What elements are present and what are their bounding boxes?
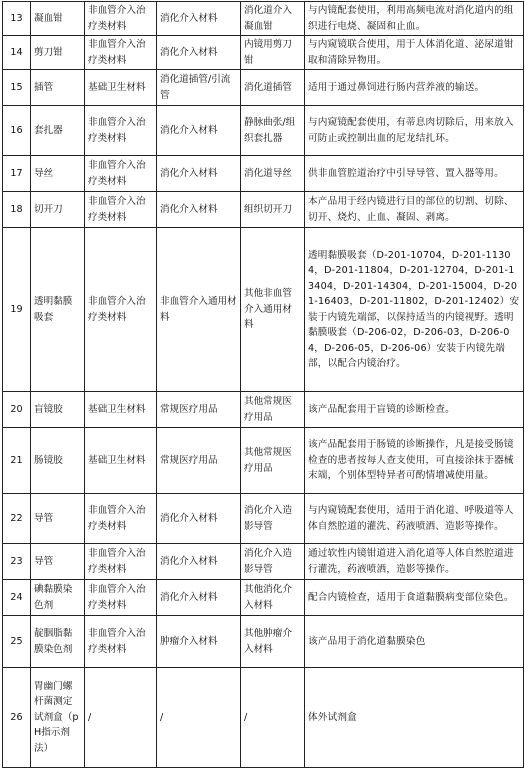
primary-category: 非血管介入治疗类材料 — [85, 580, 157, 616]
product-name: 插管 — [31, 70, 85, 106]
row-number: 21 — [3, 428, 31, 494]
product-type: 静脉曲张/组织套扎器 — [241, 106, 305, 156]
product-description: 与内窥镜配套使用，有蒂息肉切除后，用来放入可防止或控制出血的尼龙结扎环。 — [305, 106, 524, 156]
product-type: / — [241, 668, 305, 768]
table-row — [3, 106, 524, 156]
row-number: 23 — [3, 544, 31, 580]
table-row — [3, 428, 524, 494]
row-number: 18 — [3, 192, 31, 228]
row-number: 16 — [3, 106, 31, 156]
secondary-category: 消化介入材料 — [157, 494, 241, 544]
table-row — [3, 544, 524, 580]
primary-category: 非血管介入治疗类材料 — [85, 616, 157, 668]
row-number: 22 — [3, 494, 31, 544]
product-description: 与内窥镜配套使用，适用于消化道、呼吸道等人体自然腔道的灌洗、药液喷洒、造影等操作。 — [305, 494, 524, 544]
product-name: 靛胭脂黏膜染色剂 — [31, 616, 85, 668]
secondary-category: 常规医疗用品 — [157, 428, 241, 494]
product-description: 透明黏膜吸套（D-201-10704，D-201-11304，D-201-11804，D-201-12704，D-201-13404，D-201-14304，D-201-15004，D-201-16403，D-201-11802，D-201-12402）安装于内镜先端部，以保持适当的内镜视野。透明黏膜吸套（D-206-02，D-206-03，D-206-04，D-206-05，D-206-06）安装于内镜先端部，以配合内镜治疗。 — [305, 228, 524, 392]
primary-category: 非血管介入治疗类材料 — [85, 2, 157, 36]
secondary-category: 消化介入材料 — [157, 580, 241, 616]
table-row — [3, 192, 524, 228]
secondary-category: 消化介入材料 — [157, 36, 241, 70]
product-type: 内镜用剪刀钳 — [241, 36, 305, 70]
product-name: 盲镜胶 — [31, 392, 85, 428]
product-description: 该产品配套用于盲镜的诊断检查。 — [305, 392, 524, 428]
row-number: 24 — [3, 580, 31, 616]
product-description: 配合内镜检查，适用于食道黏膜病变部位染色。 — [305, 580, 524, 616]
primary-category: 非血管介入治疗类材料 — [85, 36, 157, 70]
table-row — [3, 70, 524, 106]
secondary-category: / — [157, 668, 241, 768]
secondary-category: 常规医疗用品 — [157, 392, 241, 428]
product-type: 消化道插管 — [241, 70, 305, 106]
table-row — [3, 2, 524, 36]
product-type: 其他常规医疗用品 — [241, 392, 305, 428]
product-type: 消化介入造影导管 — [241, 494, 305, 544]
product-description: 与内窥镜联合使用，用于人体消化道、泌尿道钳取和清除异物用。 — [305, 36, 524, 70]
table-row — [3, 228, 524, 392]
primary-category: 基础卫生材料 — [85, 70, 157, 106]
product-type: 组织切开刀 — [241, 192, 305, 228]
product-description: 通过软性内镜钳道进入消化道等人体自然腔道进行灌洗，药液喷洒，造影等操作。 — [305, 544, 524, 580]
primary-category: / — [85, 668, 157, 768]
product-description: 与内镜配套使用，利用高频电流对消化道内的组织进行电烧、凝固和止血。 — [305, 2, 524, 36]
primary-category: 非血管介入治疗类材料 — [85, 544, 157, 580]
product-table — [2, 1, 524, 768]
product-name: 切开刀 — [31, 192, 85, 228]
row-number: 26 — [3, 668, 31, 768]
table-row — [3, 580, 524, 616]
product-name: 套扎器 — [31, 106, 85, 156]
table-row — [3, 668, 524, 768]
row-number: 15 — [3, 70, 31, 106]
table-row — [3, 616, 524, 668]
primary-category: 非血管介入治疗类材料 — [85, 494, 157, 544]
product-name: 导管 — [31, 544, 85, 580]
table-row — [3, 392, 524, 428]
row-number: 20 — [3, 392, 31, 428]
product-type: 其他肿瘤介入材料 — [241, 616, 305, 668]
secondary-category: 消化介入材料 — [157, 106, 241, 156]
product-type: 消化介入造影导管 — [241, 544, 305, 580]
product-description: 本产品用于经内镜进行目的部位的切割、切除、切开、烧灼、止血、凝固、剥离。 — [305, 192, 524, 228]
primary-category: 基础卫生材料 — [85, 428, 157, 494]
row-number: 13 — [3, 2, 31, 36]
primary-category: 非血管介入治疗类材料 — [85, 106, 157, 156]
product-name: 剪刀钳 — [31, 36, 85, 70]
primary-category: 基础卫生材料 — [85, 392, 157, 428]
row-number: 14 — [3, 36, 31, 70]
product-name: 肠镜胶 — [31, 428, 85, 494]
secondary-category: 非血管介入通用材料 — [157, 228, 241, 392]
product-name: 透明黏膜吸套 — [31, 228, 85, 392]
row-number: 17 — [3, 156, 31, 192]
primary-category: 非血管介入治疗类材料 — [85, 228, 157, 392]
table-row — [3, 494, 524, 544]
product-table-body — [3, 2, 524, 768]
table-row — [3, 36, 524, 70]
product-type: 消化道介入凝血钳 — [241, 2, 305, 36]
secondary-category: 消化道插管/引流管 — [157, 70, 241, 106]
product-name: 胃幽门螺杆菌测定试剂盒（pH指示剂法） — [31, 668, 85, 768]
secondary-category: 消化介入材料 — [157, 544, 241, 580]
row-number: 19 — [3, 228, 31, 392]
primary-category: 非血管介入治疗类材料 — [85, 156, 157, 192]
product-description: 适用于通过鼻饲进行肠内营养液的输送。 — [305, 70, 524, 106]
product-name: 导丝 — [31, 156, 85, 192]
product-type: 其他非血管介入通用材料 — [241, 228, 305, 392]
secondary-category: 肿瘤介入材料 — [157, 616, 241, 668]
product-type: 消化道导丝 — [241, 156, 305, 192]
table-row — [3, 156, 524, 192]
product-description: 体外试剂盒 — [305, 668, 524, 768]
product-description: 该产品配套用于肠镜的诊断操作，凡是接受肠镜检查的患者按每人查支使用，可直接涂抹于器械末端，个别体型特异者可酌情增减使用量。 — [305, 428, 524, 494]
secondary-category: 消化介入材料 — [157, 2, 241, 36]
product-name: 碘黏膜染色剂 — [31, 580, 85, 616]
product-description: 该产品用于消化道黏膜染色 — [305, 616, 524, 668]
secondary-category: 消化介入材料 — [157, 192, 241, 228]
row-number: 25 — [3, 616, 31, 668]
secondary-category: 消化介入材料 — [157, 156, 241, 192]
product-type: 其他消化介入材料 — [241, 580, 305, 616]
product-name: 导管 — [31, 494, 85, 544]
product-type: 其他常规医疗用品 — [241, 428, 305, 494]
primary-category: 非血管介入治疗类材料 — [85, 192, 157, 228]
product-description: 供非血管腔道治疗中引导导管、置入器等用。 — [305, 156, 524, 192]
product-name: 凝血钳 — [31, 2, 85, 36]
